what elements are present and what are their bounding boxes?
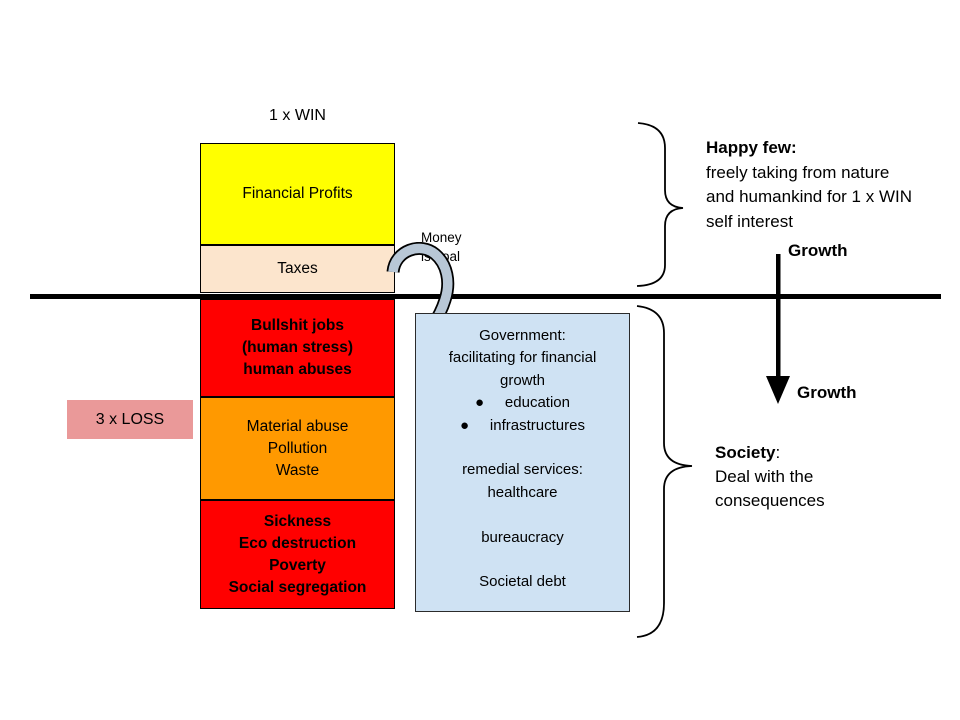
happy-few-text	[706, 136, 912, 234]
financial-profits-label: Financial Profits	[242, 185, 353, 202]
down-arrow-icon	[762, 254, 794, 406]
government-box-text: Government: facilitating for financial growth ● education ● infrastructures remedial services: healthcare bureaucracy Societal debt	[448, 327, 597, 591]
society-title-line	[715, 441, 825, 465]
society-title: Society	[715, 443, 776, 462]
society-colon: :	[775, 443, 781, 462]
win-label: 1 x WIN	[269, 107, 326, 124]
society-lines: Deal with the consequences	[715, 467, 825, 510]
happy-few-title: Happy few:	[706, 138, 797, 157]
sickness-label: Sickness Eco destruction Poverty Social segregation	[228, 512, 367, 596]
taxes-label: Taxes	[277, 260, 318, 277]
material-abuse-box	[200, 397, 395, 500]
happy-few-lines: freely taking from nature and humankind for 1 x WIN self interest	[706, 162, 912, 231]
bullshit-jobs-box	[200, 299, 395, 397]
money-is-goal-note: Money is goal	[421, 230, 462, 264]
growth-label-bottom: Growth	[797, 383, 857, 402]
sickness-box	[200, 500, 395, 609]
growth-label-top: Growth	[788, 241, 848, 260]
society-text	[715, 441, 825, 513]
taxes-box	[200, 245, 395, 293]
government-box	[415, 313, 630, 612]
material-abuse-label: Material abuse Pollution Waste	[246, 417, 349, 479]
loss-label-box	[67, 400, 193, 439]
horizontal-divider-line	[30, 294, 941, 299]
bullshit-jobs-label: Bullshit jobs (human stress) human abuses	[241, 317, 354, 378]
financial-profits-box	[200, 143, 395, 245]
society-brace	[626, 303, 698, 643]
loss-label: 3 x LOSS	[95, 410, 165, 428]
happy-few-brace	[628, 120, 693, 290]
